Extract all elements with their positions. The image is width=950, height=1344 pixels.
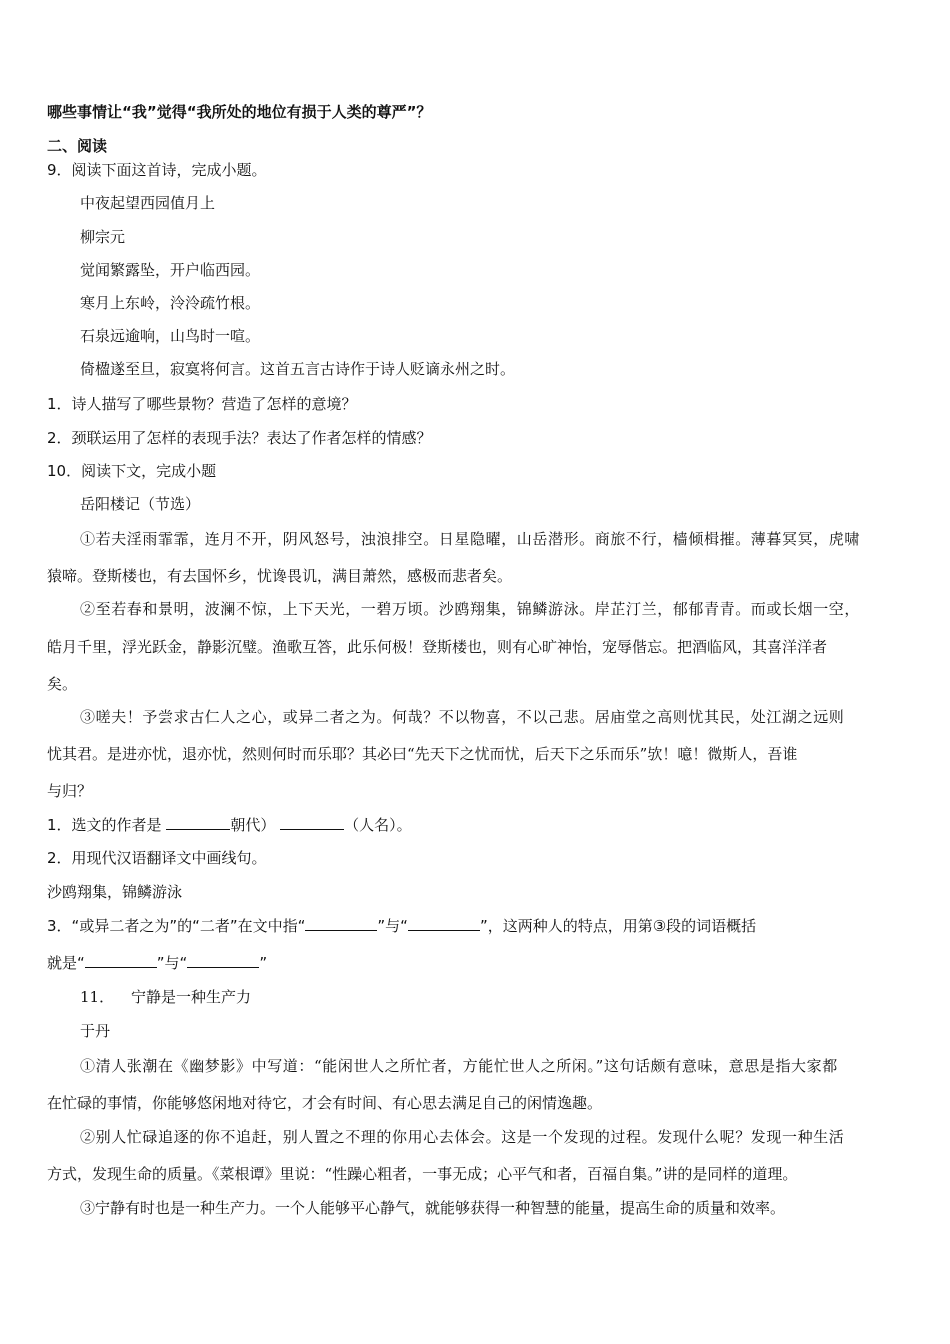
paragraph-line: 猿啼。登斯楼也，有去国怀乡，忧谗畏讥，满目萧然，感极而悲者矣。 [47, 567, 513, 585]
q10-sq3-text: ”，这两种人的特点，用第③段的词语概括 [479, 917, 757, 935]
q11-author: 于丹 [80, 1022, 111, 1040]
paragraph-line: 方式，发现生命的质量。《菜根谭》里说：“性躁心粗者，一事无成；心平气和者，百福自集。”讲的是同样的道理。 [47, 1165, 798, 1183]
q10-subquestion-3 [47, 916, 756, 936]
paragraph-line: 矣。 [47, 675, 78, 693]
paragraph-line: 与归？ [47, 782, 93, 800]
paragraph-line: ②至若春和景明，波澜不惊，上下天光，一碧万顷。沙鸥翔集，锦鳞游泳。岸芷汀兰，郁郁青青。而或长烟一空， [80, 600, 861, 618]
text-title: 岳阳楼记（节选） [80, 495, 201, 513]
q9-prompt: 9．阅读下面这首诗，完成小题。 [47, 161, 267, 179]
poem-line: 倚楹遂至旦，寂寞将何言。这首五言古诗作于诗人贬谪永州之时。 [80, 360, 516, 378]
poem-author: 柳宗元 [80, 228, 126, 246]
q9-subquestion: 2．颈联运用了怎样的表现手法？表达了作者怎样的情感？ [47, 429, 432, 447]
q9-subquestion: 1．诗人描写了哪些景物？营造了怎样的意境？ [47, 395, 357, 413]
answer-blank[interactable] [305, 916, 377, 931]
q10-subquestion-2: 2．用现代汉语翻译文中画线句。 [47, 849, 267, 867]
paragraph-line: ③宁静有时也是一种生产力。一个人能够平心静气，就能够获得一种智慧的能量，提高生命的质量和效率。 [80, 1199, 786, 1217]
paragraph-line: ③嗟夫！予尝求古仁人之心，或异二者之为。何哉？不以物喜，不以己悲。居庙堂之高则忧其民，处江湖之远则 [80, 708, 845, 726]
paragraph-line: ②别人忙碌追逐的你不追赶，别人置之不理的你用心去体会。这是一个发现的过程。发现什么呢？发现一种生活 [80, 1128, 845, 1146]
paragraph-line: 在忙碌的事情，你能够悠闲地对待它，才会有时间、有心思去满足自己的闲情逸趣。 [47, 1094, 603, 1112]
q10-sq3-text: 就是“ [47, 954, 85, 972]
q11-title: 宁静是一种生产力 [131, 988, 252, 1006]
q10-prompt: 10．阅读下文，完成小题 [47, 462, 217, 480]
paragraph-line: 皓月千里，浮光跃金，静影沉璧。渔歌互答，此乐何极！登斯楼也，则有心旷神怡，宠辱偕忘。把酒临风，其喜洋洋者 [47, 638, 828, 656]
poem-line: 寒月上东岭，泠泠疏竹根。 [80, 294, 261, 312]
q10-sq3-text: ”与“ [377, 917, 408, 935]
q8-question: 哪些事情让“我”觉得“我所处的地位有损于人类的尊严”？ [47, 103, 432, 121]
q10-sq1-text: 1．选文的作者是 [47, 816, 162, 834]
poem-title: 中夜起望西园值月上 [80, 194, 216, 212]
poem-line: 觉闻繁露坠，开户临西园。 [80, 261, 261, 279]
underlined-sentence: 沙鸥翔集，锦鳞游泳 [47, 883, 183, 901]
answer-blank[interactable] [166, 815, 230, 830]
q10-subquestion-1 [47, 815, 412, 835]
poem-line: 石泉远逾响，山鸟时一喧。 [80, 327, 261, 345]
q10-sq1-text: （人名）。 [344, 816, 412, 834]
q10-sq3-text: ” [259, 954, 268, 972]
q10-subquestion-3-cont [47, 953, 267, 973]
answer-blank[interactable] [408, 916, 480, 931]
answer-blank[interactable] [85, 953, 157, 968]
answer-blank[interactable] [187, 953, 259, 968]
paragraph-line: ①若夫淫雨霏霏，连月不开，阴风怒号，浊浪排空。日星隐曜，山岳潜形。商旅不行，樯倾楫摧。薄暮冥冥，虎啸 [80, 530, 861, 548]
paragraph-line: 忧其君。是进亦忧，退亦忧，然则何时而乐耶？其必曰“先天下之忧而忧，后天下之乐而乐”欤！噫！微斯人，吾谁 [47, 745, 798, 763]
q10-sq1-text: 朝代） [230, 816, 276, 834]
section-title: 二、阅读 [47, 137, 108, 155]
answer-blank[interactable] [280, 815, 344, 830]
q10-sq3-text: 3．“或异二者之为”的“二者”在文中指“ [47, 917, 306, 935]
paragraph-line: ①清人张潮在《幽梦影》中写道：“能闲世人之所忙者，方能忙世人之所闲。”这句话颇有意味，意思是指大家都 [80, 1057, 838, 1075]
q11-number: 11． [80, 988, 115, 1006]
q10-sq3-text: ”与“ [156, 954, 188, 972]
